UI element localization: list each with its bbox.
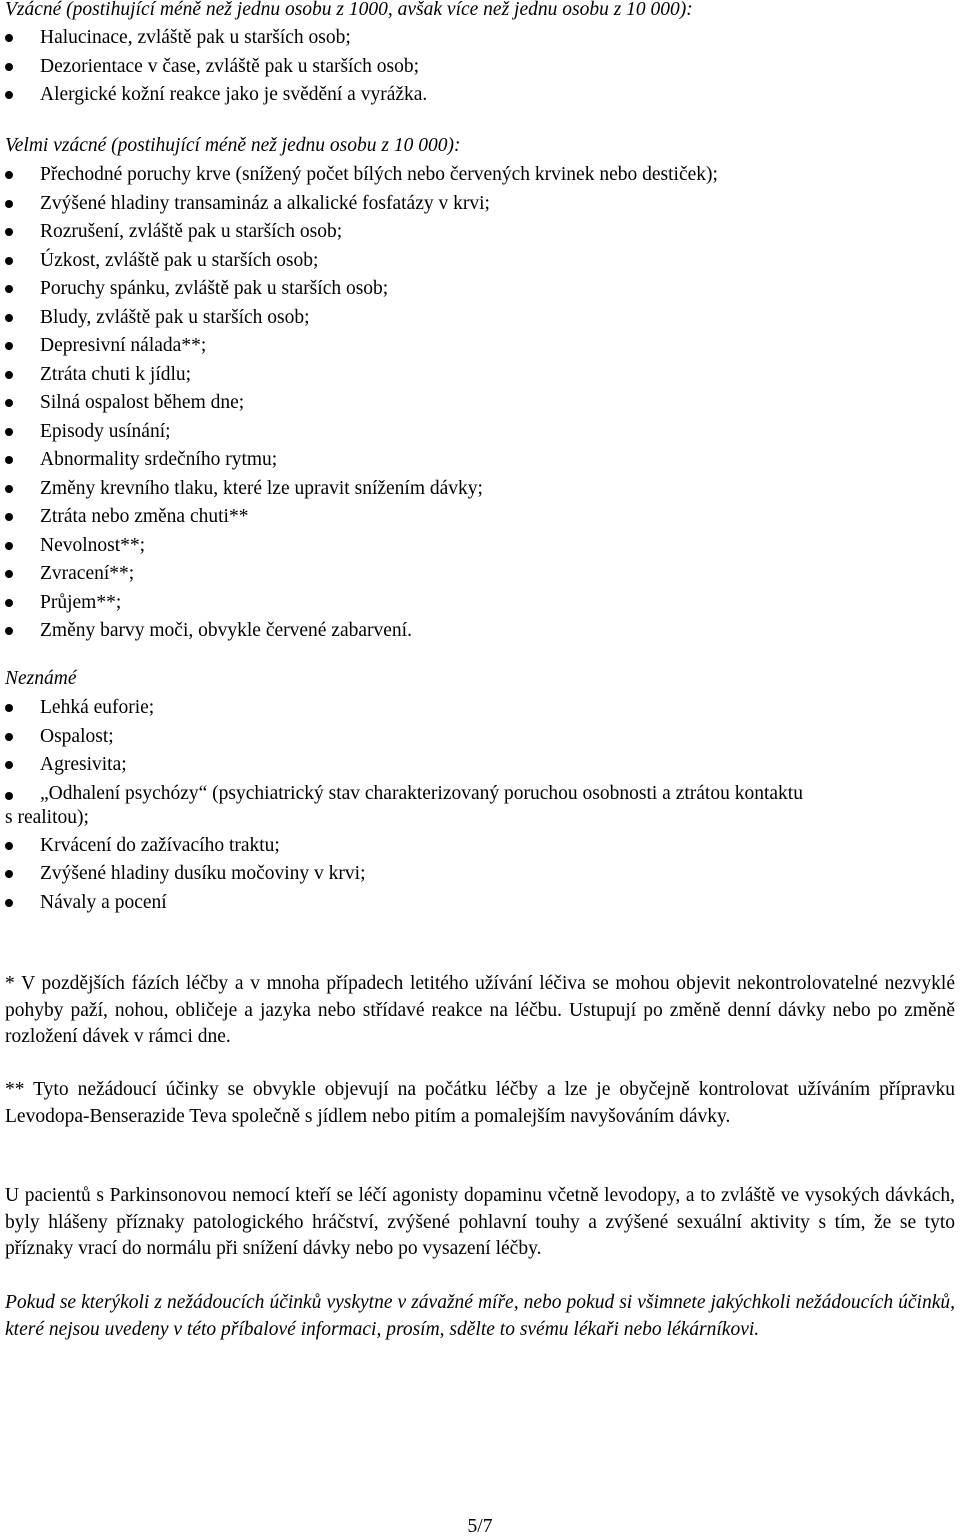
list-item: Ztráta nebo změna chuti** [0,503,955,532]
list-item: Depresivní nálada**; [0,332,955,361]
bullet-icon [5,428,13,436]
bullet-icon [5,792,13,800]
list-item: Zvýšené hladiny transamináz a alkalické fosfatázy v krvi; [0,190,955,219]
bullet-icon [5,34,13,42]
list-item: Průjem**; [0,589,955,618]
list-item: Přechodné poruchy krve (snížený počet bílých nebo červených krvinek nebo destiček); [0,161,955,190]
bullet-icon [5,456,13,464]
parkinson-note: U pacientů s Parkinsonovou nemocí kteří se léčí agonisty dopaminu včetně levodopy, a to zvláště ve vysokých dávkách, byly hlášeny příznaky patologického hráčství, zvýšené pohlavní touhy a zvýšené sexuální aktivity s tím, že se tyto příznaky vrací do normálu při snížení dávky nebo po vysazení léčby. [5,1185,955,1260]
list-item: Halucinace, zvláště pak u starších osob; [0,24,955,53]
rare-heading: Vzácné (postihující méně než jednu osobu z 1000, avšak více než jednu osobu z 10 000): [5,0,693,20]
list-item: Bludy, zvláště pak u starších osob; [0,304,955,333]
bullet-icon [5,899,13,907]
very-rare-heading: Velmi vzácné (postihující méně než jednu osobu z 10 000): [5,135,461,156]
bullet-icon [5,570,13,578]
bullet-icon [5,171,13,179]
report-note: Pokud se kterýkoli z nežádoucích účinků vyskytne v závažné míře, nebo pokud si všimnete jakýchkoli nežádoucích účinků, které nejsou uvedeny v této příbalové informaci, prosím, sdělte to svému lékaři nebo lékárníkovi. [5,1292,955,1340]
list-item: Episody usínání; [0,418,955,447]
bullet-icon [5,627,13,635]
list-item: „Odhalení psychózy“ (psychiatrický stav charakterizovaný poruchou osobnosti a ztrátou kontaktu s realitou); [5,782,803,828]
page-number: 5/7 [467,1516,493,1537]
list-item: Agresivita; [0,751,955,780]
list-item: Dezorientace v čase, zvláště pak u starších osob; [0,53,955,82]
list-item: Alergické kožní reakce jako je svědění a vyrážka. [0,81,955,110]
bullet-icon [5,200,13,208]
bullet-icon [5,285,13,293]
bullet-icon [5,485,13,493]
rare-list [0,24,955,110]
bullet-icon [5,342,13,350]
double-star-note: ** Tyto nežádoucí účinky se obvykle objevují na počátku léčby a lze je obyčejně kontrolovat užíváním přípravku Levodopa-Benserazide Teva společně s jídlem nebo pitím a pomalejším navyšováním dávky. [5,1079,955,1127]
list-item: Návaly a pocení [0,889,955,918]
unknown-heading: Neznámé [5,668,77,689]
list-item: Silná ospalost během dne; [0,389,955,418]
list-item: Poruchy spánku, zvláště pak u starších osob; [0,275,955,304]
list-item: Ospalost; [0,723,955,752]
star-note: * V pozdějších fázích léčby a v mnoha případech letitého užívání léčiva se mohou objevit nekontrolovatelné nezvyklé pohyby paží, nohou, obličeje a jazyka nebo střídavé reakce na léčbu. Ustupují po změně denní dávky nebo po změně rozložení dávek v rámci dne. [5,973,955,1048]
bullet-icon [5,842,13,850]
list-item: Změny barvy moči, obvykle červené zabarvení. [0,617,955,646]
very-rare-list [0,161,955,646]
bullet-icon [5,542,13,550]
list-item: Krvácení do zažívacího traktu; [0,832,955,861]
unknown-list [0,694,955,917]
bullet-icon [5,870,13,878]
list-item: Abnormality srdečního rytmu; [0,446,955,475]
bullet-icon [5,63,13,71]
list-item: Lehká euforie; [0,694,955,723]
bullet-icon [5,733,13,741]
bullet-icon [5,228,13,236]
list-item: Zvýšené hladiny dusíku močoviny v krvi; [0,860,955,889]
bullet-icon [5,371,13,379]
bullet-icon [5,399,13,407]
list-item: Zvracení**; [0,560,955,589]
bullet-icon [5,513,13,521]
bullet-icon [5,91,13,99]
list-item: Změny krevního tlaku, které lze upravit snížením dávky; [0,475,955,504]
bullet-icon [5,599,13,607]
list-item: Ztráta chuti k jídlu; [0,361,955,390]
bullet-icon [5,314,13,322]
list-item: Rozrušení, zvláště pak u starších osob; [0,218,955,247]
list-item: Nevolnost**; [0,532,955,561]
list-item: Úzkost, zvláště pak u starších osob; [0,247,955,276]
bullet-icon [5,704,13,712]
bullet-icon [5,257,13,265]
bullet-icon [5,761,13,769]
